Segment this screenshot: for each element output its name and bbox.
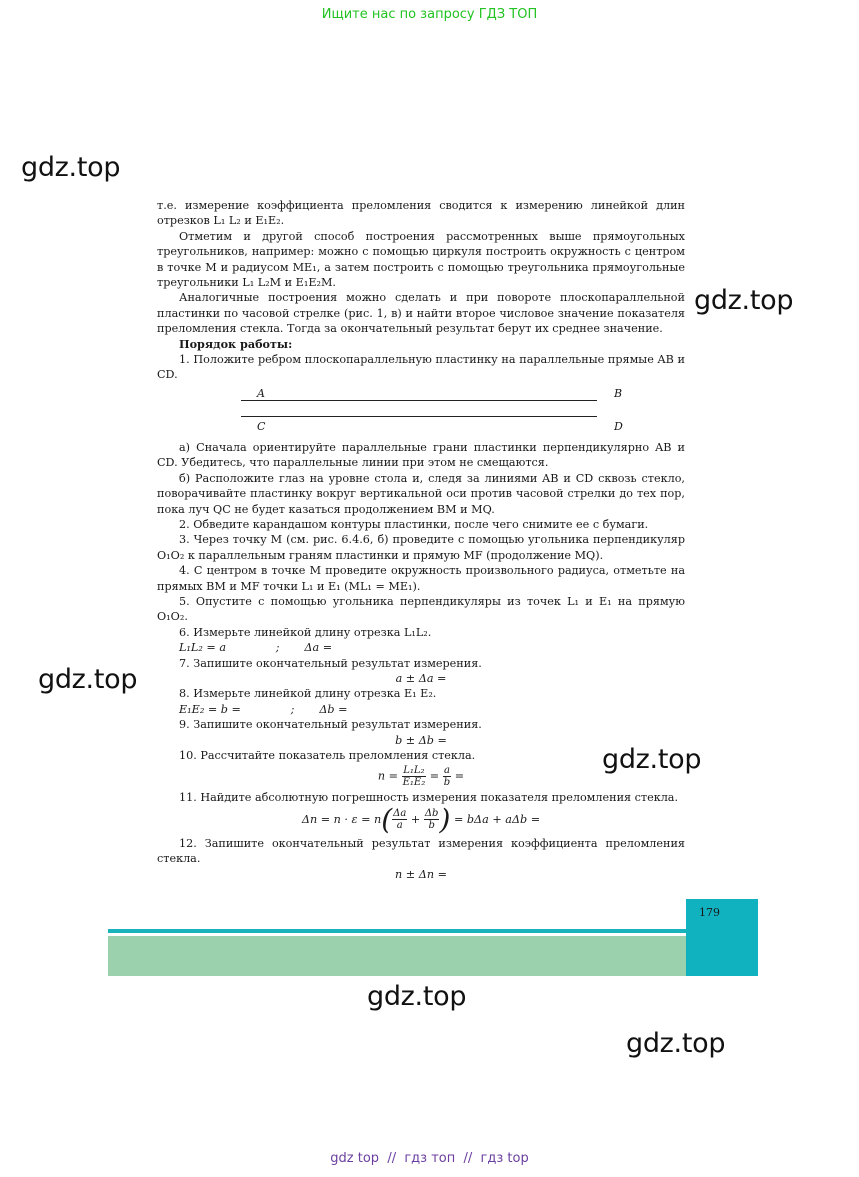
- step-9: 9. Запишите окончательный результат измерения.: [179, 718, 482, 732]
- formula-n: n = $\frac{\text{L₁L₂}}{\text{E₁E₂}}$ = $\frac{a}{b}$ =: [377, 765, 465, 789]
- step-2: 2. Обведите карандашом контуры пластинки, после чего снимите ее с бумаги.: [179, 517, 649, 531]
- formula-tail: = bΔa + aΔb =: [453, 812, 541, 826]
- step-4: 4. С центром в точке M проведите окружность произвольного радиуса, отметьте на прямых BM и MF точки L₁ и E₁ (ML₁ = ME₁).: [157, 564, 685, 593]
- section-heading: Порядок работы:: [179, 336, 293, 351]
- step-1b: б) Расположите глаз на уровне стола и, следя за линиями AB и CD сквозь стекло, поворачивайте пластинку вокруг вертикальной оси против часовой стрелки до тех пор, пока луч QC не будет казаться продолжением BM и MQ.: [157, 471, 685, 516]
- denominator: b: [428, 820, 435, 832]
- step-6: 6. Измерьте линейкой длину отрезка L₁L₂.: [179, 625, 432, 639]
- page-number-box: [686, 899, 758, 976]
- formula-tail: =: [454, 769, 465, 783]
- paragraph: т.е. измерение коэффициента преломления сводится к измерению линейкой длин отрезков L₁ L₂ и E₁E₂.: [157, 199, 685, 228]
- step-9-value: b ± Δb =: [395, 733, 447, 747]
- watermark: gdz.top: [21, 152, 121, 183]
- watermark: gdz.top: [38, 664, 138, 695]
- page-number: 179: [699, 906, 720, 919]
- step-5: 5. Опустите с помощью угольника перпендикуляры из точек L₁ и E₁ на прямую O₁O₂.: [157, 594, 685, 624]
- formula-lhs: n =: [377, 769, 399, 783]
- paragraph: Аналогичные построения можно сделать и при повороте плоскопараллельной пластинки по часовой стрелке (рис. 1, в) и найти второе числовое значение показателя преломления стекла. Тогда за окончательный результат берут их среднее значение.: [157, 291, 685, 336]
- plus-sign: +: [410, 812, 421, 826]
- numerator: Δb: [424, 808, 439, 820]
- textbook-page: [157, 198, 685, 882]
- formula-delta-n: Δn = n · ε = n( $\frac{\Delta a}{a}$ + $\frac{\Delta b}{b}$ ) = bΔa + aΔb =: [301, 802, 541, 836]
- numerator: a: [443, 765, 450, 777]
- watermark: gdz.top: [694, 285, 794, 316]
- step-12: 12. Запишите окончательный результат измерения коэффициента преломления стекла.: [157, 836, 685, 866]
- label-a: A: [257, 386, 265, 400]
- numerator: Δa: [393, 808, 407, 820]
- watermark: gdz.top: [602, 744, 702, 775]
- footer-links: gdz top // гдз топ // гдз top: [330, 1151, 529, 1166]
- step-8-value: E₁E₂ = b = ; Δb =: [179, 702, 348, 716]
- label-c: C: [257, 419, 266, 433]
- denominator: a: [396, 820, 403, 832]
- numerator: L₁L₂: [403, 765, 425, 777]
- top-banner: Ищите нас по запросу ГДЗ ТОП: [321, 7, 538, 22]
- denominator: E₁E₂: [402, 777, 426, 789]
- step-6-value: L₁L₂ = a ; Δa =: [179, 641, 333, 655]
- formula-lhs: Δn = n · ε = n: [301, 812, 382, 826]
- paragraph: Отметим и другой способ построения рассмотренных выше прямоугольных треугольников, например: можно с помощью циркуля построить окружность с центром в точке M и радиусом ME₁, а затем построить с помощью треугольника прямоугольные треугольники L₁ L₂M и E₁E₂M.: [157, 229, 685, 290]
- step-8: 8. Измерьте линейкой длину отрезка E₁ E₂.: [179, 687, 437, 701]
- watermark: gdz.top: [626, 1028, 726, 1059]
- decorative-bar: [108, 936, 686, 976]
- fraction: [402, 765, 427, 788]
- label-b: B: [614, 386, 623, 400]
- denominator: b: [443, 777, 451, 789]
- step-7-value: a ± Δa =: [395, 671, 447, 685]
- line-ab: [241, 400, 597, 401]
- step-11: 11. Найдите абсолютную погрешность измерения показателя преломления стекла.: [179, 791, 679, 805]
- label-d: D: [614, 419, 623, 433]
- fraction: [424, 808, 440, 831]
- step-3: 3. Через точку M (см. рис. 6.4.6, б) проведите с помощью угольника перпендикуляр O₁O₂ к параллельным граням пластинки и прямую MF (продолжение MQ).: [157, 533, 685, 562]
- step-10: 10. Рассчитайте показатель преломления стекла.: [179, 749, 476, 762]
- watermark: gdz.top: [367, 981, 467, 1012]
- line-cd: [241, 416, 597, 417]
- fraction: [392, 808, 407, 831]
- step-12-value: n ± Δn =: [395, 867, 447, 881]
- step-1a: а) Сначала ориентируйте параллельные грани пластинки перпендикулярно AB и CD. Убедитесь, что параллельные линии при этом не смещаются.: [157, 440, 685, 470]
- step-7: 7. Запишите окончательный результат измерения.: [179, 656, 482, 670]
- decorative-stripe: [108, 929, 686, 933]
- parallel-lines-figure: [157, 386, 685, 436]
- fraction: [443, 765, 451, 788]
- step-1: 1. Положите ребром плоскопараллельную пластинку на параллельные прямые AB и CD.: [157, 353, 685, 382]
